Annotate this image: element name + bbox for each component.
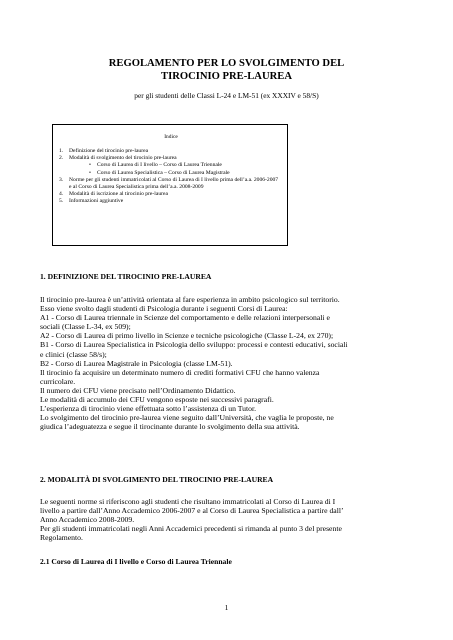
- index-item-text: Definizione del tirocinio pre-laurea: [69, 148, 149, 154]
- text-line: e clinici (classe 58/s);: [40, 349, 107, 359]
- text-line: Per gli studenti immatricolati negli Anni Accademici precedenti si rimanda al punto 3 del presente: [40, 524, 342, 534]
- section-1-heading: 1. DEFINIZIONE DEL TIROCINIO PRE-LAUREA: [40, 272, 212, 281]
- section-2-heading: 2. MODALITÀ DI SVOLGIMENTO DEL TIROCINIO PRE-LAUREA: [40, 475, 274, 484]
- section-2-body: [40, 497, 413, 542]
- index-heading: Indice: [164, 134, 178, 140]
- index-item-number: 2.: [59, 155, 64, 162]
- text-line: Le modalità di accumulo dei CFU vengono esposte nei successivi paragrafi.: [40, 395, 274, 405]
- index-item-text: Norme per gli studenti immatricolati al Corso di Laurea di I livello prima dell’a.a. 2006-2007 e al Corso di Laurea Specialistica prima dell’a.a. 2008-2009: [69, 176, 279, 191]
- index-subitem: [89, 170, 281, 177]
- document-title-line-2: TIROCINIO PRE-LAUREA: [161, 71, 292, 82]
- text-line: curricolare.: [40, 376, 76, 386]
- index-item-text: Modalità di iscrizione al tirocinio pre-laurea: [69, 191, 168, 198]
- section-1-body: [40, 295, 413, 431]
- text-line: B2 - Corso di Laurea Magistrale in Psicologia (classe LM-51).: [40, 358, 233, 368]
- text-line: Lo svolgimento del tirocinio pre-laurea viene seguito dall’Università, che vaglia le proposte, ne: [40, 413, 334, 423]
- index-item-text: Modalità di svolgimento del tirocinio pre-laurea: [69, 155, 177, 162]
- text-line: sociali (Classe L-34, ex 509);: [40, 322, 131, 332]
- index-box: [52, 124, 288, 246]
- text-line: L’esperienza di tirocinio viene effettuata sotto l’assistenza di un Tutor.: [40, 404, 257, 414]
- text-line: A1 - Corso di Laurea triennale in Scienze del comportamento e delle relazioni interpersonali e: [40, 313, 330, 323]
- index-item: [59, 148, 281, 155]
- text-line: Anno Accademico 2008-2009.: [40, 515, 135, 525]
- index-item-text: Informazioni aggiuntive: [69, 198, 124, 205]
- index-subitem: [89, 162, 281, 169]
- index-item: [59, 198, 281, 205]
- index-sublist: [69, 162, 281, 176]
- text-line: Il tirocinio pre-laurea è un’attività orientata al fare esperienza in ambito psicologico sul territorio.: [40, 295, 340, 304]
- bullet-icon: •: [89, 162, 91, 169]
- index-item-number: 5.: [59, 198, 64, 205]
- section-2-1-heading: 2.1 Corso di Laurea di I livello e Corso di Laurea Triennale: [40, 557, 232, 566]
- text-line: livello a partire dall’Anno Accademico 2006-2007 e al Corso di Laurea Specialistica a partire dall’: [40, 506, 344, 516]
- index-item: [59, 155, 281, 177]
- text-line: A2 - Corso di Laurea di primo livello in Scienze e tecniche psicologiche (Classe L-24, ex 270);: [40, 331, 334, 341]
- text-line: Regolamento.: [40, 533, 83, 543]
- text-line: Esso viene svolto dagli studenti di Psicologia durante i seguenti Corsi di Laurea:: [40, 304, 288, 314]
- text-line: Le seguenti norme si riferiscono agli studenti che risultano immatricolati al Corso di Laurea di I: [40, 497, 336, 506]
- index-item-number: 4.: [59, 191, 64, 198]
- page-number: 1: [224, 603, 229, 612]
- text-line: Il tirocinio fa acquisire un determinato numero di crediti formativi CFU che hanno valenza: [40, 367, 320, 377]
- index-item-number: 1.: [59, 148, 64, 154]
- index-subitem-text: Corso di Laurea di I livello – Corso di Laurea Triennale: [97, 162, 222, 169]
- text-line: Il numero dei CFU viene precisato nell’Ordinamento Didattico.: [40, 385, 236, 395]
- index-item: [59, 177, 281, 191]
- bullet-icon: •: [89, 169, 91, 176]
- text-line: B1 - Corso di Laurea Specialistica in Psicologia dello sviluppo: processi e contesti educativi, sociali: [40, 340, 348, 350]
- document-subtitle: per gli studenti delle Classi L-24 e LM-51 (ex XXXIV e 58/S): [134, 91, 319, 100]
- index-item-number: 3.: [59, 176, 64, 183]
- index-subitem-text: Corso di Laurea Specialistica – Corso di Laurea Magistrale: [97, 169, 230, 176]
- text-line: giudica l’adeguatezza e segue il tirocinante durante lo svolgimento della sua attività.: [40, 422, 300, 432]
- index-list: [59, 148, 281, 206]
- document-title-line-1: REGOLAMENTO PER LO SVOLGIMENTO DEL: [108, 58, 345, 69]
